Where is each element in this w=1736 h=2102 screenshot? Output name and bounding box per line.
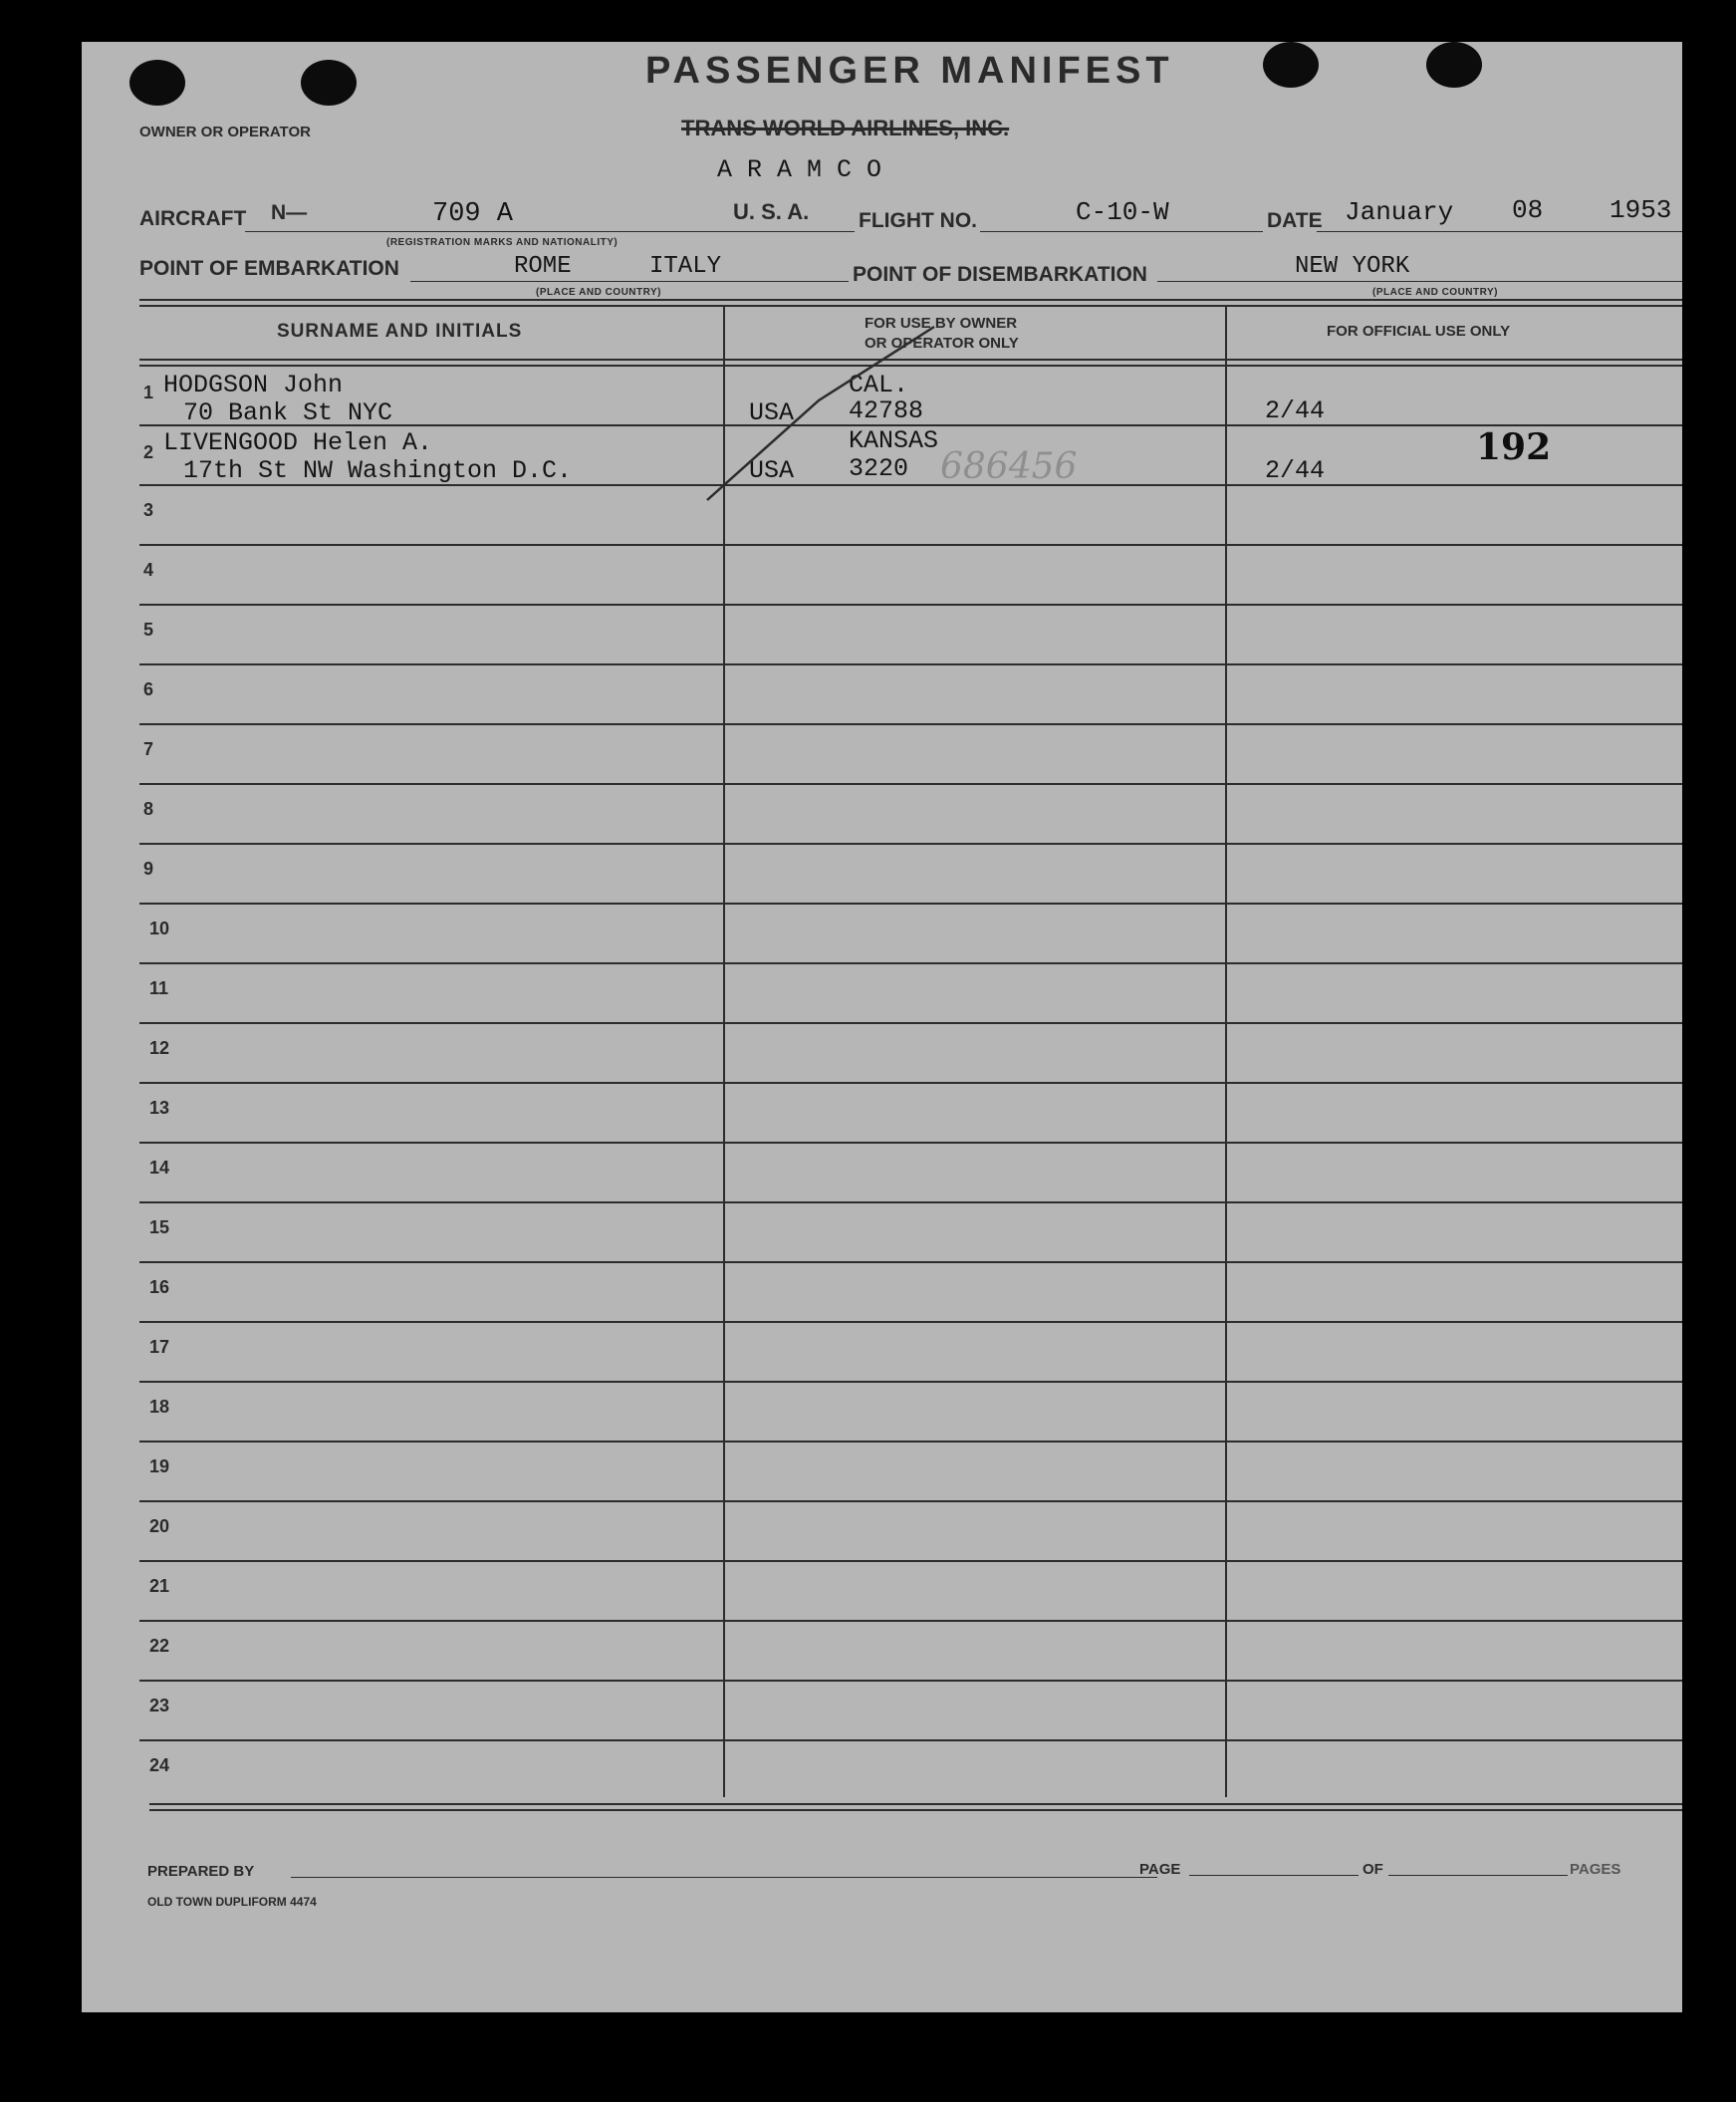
column-divider-2 [1225, 305, 1227, 1797]
prepared-by-label: PREPARED BY [147, 1863, 255, 1880]
row-separator [139, 962, 1682, 964]
row-separator [139, 1321, 1682, 1323]
stamp-number: 192 [1476, 426, 1552, 468]
row-separator [139, 1500, 1682, 1502]
row-separator [139, 484, 1682, 486]
aircraft-prefix: N— [271, 201, 308, 224]
passenger-address: 70 Bank St NYC [183, 398, 393, 427]
manifest-sheet [82, 42, 1682, 2012]
row-number: 24 [149, 1755, 170, 1775]
disembark-value: NEW YORK [1295, 253, 1410, 280]
date-underline [1317, 231, 1682, 232]
row-number: 14 [149, 1158, 170, 1178]
column-header-owner-2: OR OPERATOR ONLY [865, 335, 1019, 352]
row-separator [139, 843, 1682, 845]
row-number: 23 [149, 1696, 170, 1715]
passenger-address: 17th St NW Washington D.C. [183, 456, 573, 485]
row-number: 15 [149, 1217, 170, 1237]
passenger-state: CAL. [849, 371, 909, 399]
nationality-value: U. S. A. [733, 199, 810, 224]
date-month: January [1345, 197, 1454, 227]
check-mark-icon [699, 321, 958, 510]
row-separator [139, 1560, 1682, 1562]
row-separator [139, 1441, 1682, 1443]
pages-label: PAGES [1570, 1861, 1621, 1878]
operator-name: A R A M C O [717, 155, 882, 184]
punch-hole-left-1 [129, 60, 185, 106]
row-separator [139, 1142, 1682, 1144]
official-entry: 2/44 [1265, 456, 1326, 485]
of-label: OF [1363, 1861, 1383, 1878]
embark-city: ROME [514, 253, 572, 280]
punch-hole-right-2 [1426, 42, 1482, 88]
column-header-owner-1: FOR USE BY OWNER [865, 315, 1018, 332]
page-label: PAGE [1139, 1861, 1181, 1878]
row-number: 21 [149, 1576, 170, 1596]
column-divider-1 [723, 305, 725, 1797]
aircraft-value: 709 A [432, 199, 514, 229]
row-number: 19 [149, 1456, 170, 1476]
row-number: 12 [149, 1038, 170, 1058]
flight-underline [980, 231, 1263, 232]
row-number: 8 [143, 799, 154, 819]
row-number: 5 [143, 620, 154, 640]
embark-underline [410, 281, 849, 282]
row-number: 22 [149, 1636, 170, 1656]
row-separator [139, 1381, 1682, 1383]
passenger-code: 42788 [849, 396, 924, 425]
row-number: 7 [143, 739, 154, 759]
date-year: 1953 [1610, 195, 1672, 225]
column-header-surname: SURNAME AND INITIALS [277, 321, 523, 342]
punch-hole-right-1 [1263, 42, 1319, 88]
row-number: 11 [149, 978, 169, 998]
disembark-label: POINT OF DISEMBARKATION [853, 263, 1147, 286]
row-separator [139, 1201, 1682, 1203]
row-number: 4 [143, 560, 154, 580]
passenger-state: KANSAS [849, 426, 939, 455]
row-number: 20 [149, 1516, 170, 1536]
table-bottom-rule-2 [149, 1809, 1682, 1811]
table-bottom-rule [149, 1803, 1682, 1805]
row-separator [139, 424, 1682, 426]
aircraft-underline [245, 231, 855, 232]
passenger-nationality: USA [749, 456, 795, 485]
row-number: 13 [149, 1098, 170, 1118]
row-separator [139, 1261, 1682, 1263]
row-number: 16 [149, 1277, 170, 1297]
embark-label: POINT OF EMBARKATION [139, 257, 399, 280]
row-separator [139, 1680, 1682, 1682]
passenger-name: HODGSON John [163, 371, 344, 399]
row-number: 1 [143, 383, 154, 402]
passenger-nationality: USA [749, 398, 795, 427]
row-number: 2 [143, 442, 154, 462]
punch-hole-left-2 [301, 60, 357, 106]
row-number: 17 [149, 1337, 170, 1357]
row-separator [139, 544, 1682, 546]
table-top-rule [139, 299, 1682, 301]
passenger-name: LIVENGOOD Helen A. [163, 428, 433, 457]
embark-place-note: (PLACE AND COUNTRY) [536, 287, 661, 298]
page-title: PASSENGER MANIFEST [645, 50, 1174, 92]
handwritten-number: 686456 [940, 446, 1078, 487]
aircraft-label: AIRCRAFT [139, 207, 247, 230]
row-number: 10 [149, 919, 170, 938]
row-number: 18 [149, 1397, 170, 1417]
registration-note: (REGISTRATION MARKS AND NATIONALITY) [386, 237, 619, 248]
flight-label: FLIGHT NO. [859, 209, 977, 232]
row-separator [139, 723, 1682, 725]
row-separator [139, 1082, 1682, 1084]
date-label: DATE [1267, 209, 1323, 232]
embark-country: ITALY [649, 253, 722, 280]
row-separator [139, 783, 1682, 785]
row-separator [139, 1022, 1682, 1024]
row-separator [139, 663, 1682, 665]
form-number: OLD TOWN DUPLIFORM 4474 [147, 1895, 317, 1909]
row-separator [139, 1739, 1682, 1741]
struck-operator: TRANS WORLD AIRLINES, INC. [681, 116, 1010, 140]
table-top-rule-2 [139, 305, 1682, 307]
disembark-underline [1157, 281, 1682, 282]
disembark-place-note: (PLACE AND COUNTRY) [1372, 287, 1498, 298]
row-separator [139, 1620, 1682, 1622]
owner-label: OWNER OR OPERATOR [139, 124, 311, 140]
official-entry: 2/44 [1265, 396, 1326, 425]
row-number: 3 [143, 500, 154, 520]
prepared-by-line [291, 1877, 1157, 1878]
flight-value: C-10-W [1076, 197, 1169, 227]
of-line [1388, 1875, 1568, 1876]
column-header-official: FOR OFFICIAL USE ONLY [1327, 323, 1511, 340]
row-number: 6 [143, 679, 154, 699]
row-separator [139, 604, 1682, 606]
passenger-code: 3220 [849, 454, 909, 483]
date-day: 08 [1512, 195, 1544, 225]
page-line [1189, 1875, 1359, 1876]
row-separator [139, 903, 1682, 905]
row-number: 9 [143, 859, 154, 879]
